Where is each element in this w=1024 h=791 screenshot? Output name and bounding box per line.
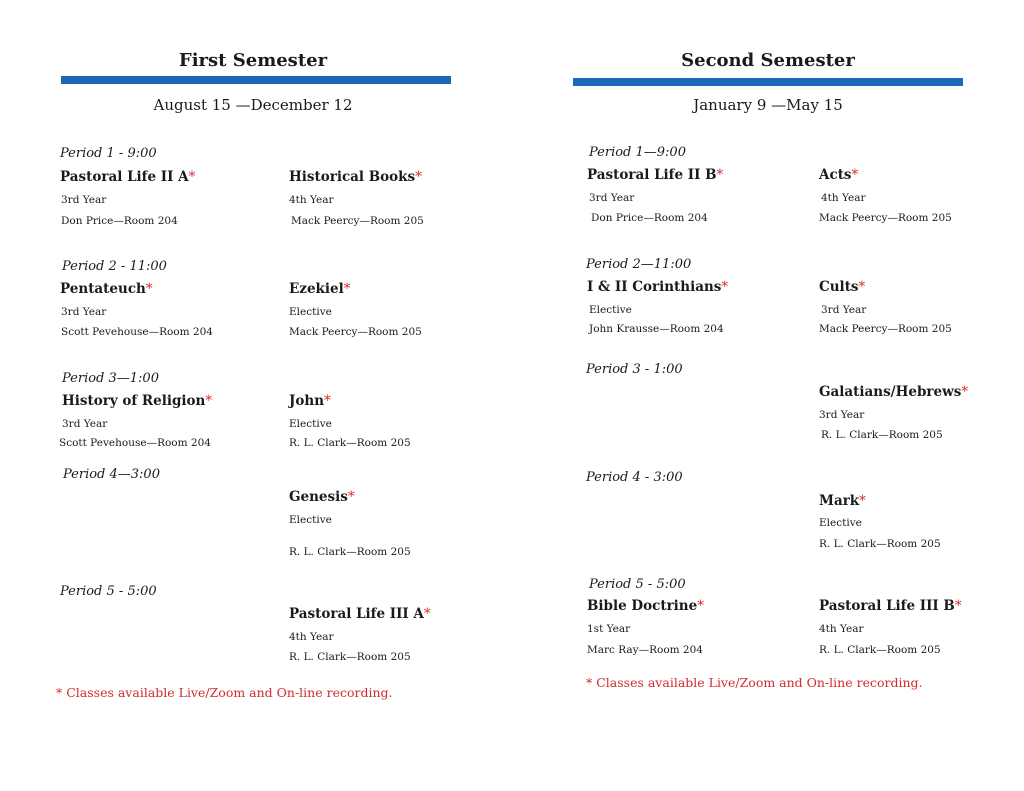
second-period-4: Period 4 - 3:00 <box>586 470 683 485</box>
course-year: Elective <box>589 304 632 316</box>
course-teacher: R. L. Clark—Room 205 <box>821 429 943 441</box>
course-year: Elective <box>289 418 332 430</box>
course-title: Pastoral Life III B* <box>819 598 962 614</box>
course-teacher: Mack Peercy—Room 205 <box>819 212 952 224</box>
course-year: 4th Year <box>289 194 334 206</box>
course-title: Pastoral Life II A* <box>60 169 196 185</box>
first-semester-bar <box>61 76 451 84</box>
second-period-2: Period 2—11:00 <box>586 257 692 272</box>
course-year: Elective <box>289 514 332 526</box>
course-teacher: Mack Peercy—Room 205 <box>819 323 952 335</box>
course-teacher: Don Price—Room 204 <box>591 212 708 224</box>
course-teacher: Scott Pevehouse—Room 204 <box>59 437 211 449</box>
course-year: 3rd Year <box>61 194 107 206</box>
course-title: Pastoral Life III A* <box>289 606 431 622</box>
course-teacher: John Krausse—Room 204 <box>589 323 724 335</box>
first-period-4: Period 4—3:00 <box>63 467 160 482</box>
second-period-5: Period 5 - 5:00 <box>589 577 686 592</box>
second-period-3: Period 3 - 1:00 <box>586 362 683 377</box>
first-period-2: Period 2 - 11:00 <box>62 259 167 274</box>
course-title: Galatians/Hebrews* <box>819 384 969 400</box>
course-year: 3rd Year <box>589 192 635 204</box>
second-semester-bar <box>573 78 963 86</box>
course-year: 3rd Year <box>61 306 107 318</box>
first-availability-note: * Classes available Live/Zoom and On-line recording. <box>56 685 393 700</box>
course-teacher: R. L. Clark—Room 205 <box>289 651 411 663</box>
course-teacher: R. L. Clark—Room 205 <box>819 538 941 550</box>
course-teacher: Don Price—Room 204 <box>61 215 178 227</box>
first-semester-dates: August 15 —December 12 <box>153 96 353 114</box>
course-teacher: R. L. Clark—Room 205 <box>289 546 411 558</box>
course-year: 3rd Year <box>821 304 867 316</box>
second-semester-dates: January 9 —May 15 <box>693 96 843 114</box>
course-title: Pastoral Life II B* <box>587 167 724 183</box>
course-year: 1st Year <box>587 623 631 635</box>
course-title: John* <box>289 393 331 409</box>
course-year: 4th Year <box>821 192 866 204</box>
course-title: Mark* <box>819 493 866 509</box>
course-teacher: Mack Peercy—Room 205 <box>291 215 424 227</box>
course-teacher: R. L. Clark—Room 205 <box>289 437 411 449</box>
course-title: I & II Corinthians* <box>587 279 729 295</box>
course-year: Elective <box>819 517 862 529</box>
first-period-1: Period 1 - 9:00 <box>60 146 157 161</box>
course-year: Elective <box>289 306 332 318</box>
second-period-1: Period 1—9:00 <box>589 145 686 160</box>
second-semester-title: Second Semester <box>681 50 855 71</box>
course-title: Cults* <box>819 279 866 295</box>
course-teacher: Mack Peercy—Room 205 <box>289 326 422 338</box>
course-title: Historical Books* <box>289 169 422 185</box>
first-semester-title: First Semester <box>178 50 328 71</box>
course-title: History of Religion* <box>62 393 213 409</box>
course-teacher: Marc Ray—Room 204 <box>587 644 703 656</box>
first-period-5: Period 5 - 5:00 <box>60 584 157 599</box>
first-period-3: Period 3—1:00 <box>62 371 159 386</box>
course-title: Acts* <box>819 167 859 183</box>
course-year: 3rd Year <box>62 418 108 430</box>
course-year: 3rd Year <box>819 409 865 421</box>
second-availability-note: * Classes available Live/Zoom and On-line recording. <box>586 675 923 690</box>
course-year: 4th Year <box>819 623 864 635</box>
course-teacher: Scott Pevehouse—Room 204 <box>61 326 213 338</box>
course-title: Genesis* <box>289 489 355 505</box>
course-title: Bible Doctrine* <box>587 598 704 614</box>
course-year: 4th Year <box>289 631 334 643</box>
course-teacher: R. L. Clark—Room 205 <box>819 644 941 656</box>
course-title: Pentateuch* <box>60 281 153 297</box>
course-title: Ezekiel* <box>289 281 351 297</box>
